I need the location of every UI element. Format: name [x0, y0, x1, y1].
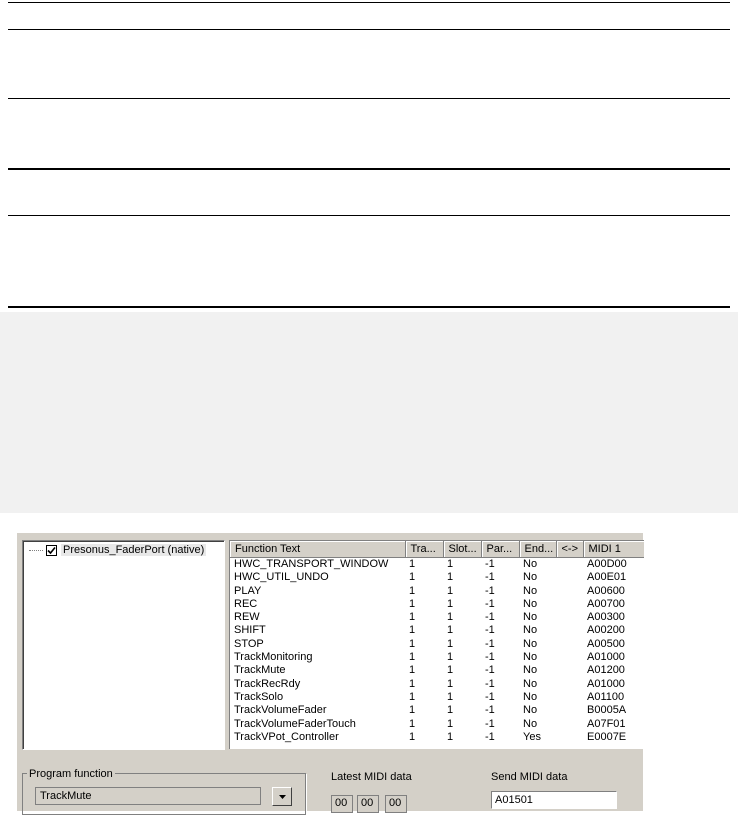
cell-midi1: A00E01 [587, 571, 627, 584]
cell-direction [556, 558, 583, 572]
cell-direction [556, 704, 583, 717]
program-function-value[interactable]: TrackMute [35, 787, 261, 805]
cell-midi1: A01100 [587, 690, 625, 703]
column-header-direction[interactable]: <-> [556, 541, 583, 558]
cell-function-text: STOP [234, 637, 264, 650]
cell-track: 1 [409, 730, 416, 743]
midi-config-dialog [17, 533, 643, 811]
cell-function-text: TrackMute [234, 664, 286, 677]
divider-3 [8, 98, 730, 99]
table-row[interactable] [230, 585, 644, 598]
cell-track: 1 [409, 558, 416, 570]
cell-direction [556, 731, 583, 744]
cell-param: -1 [485, 624, 495, 637]
cell-track: 1 [409, 717, 416, 730]
midi-byte-2: 00 [357, 795, 379, 813]
column-header-endless[interactable]: End... [519, 541, 556, 558]
cell-endless: No [523, 690, 538, 703]
column-header-track[interactable]: Tra... [405, 541, 443, 558]
cell-midi1: A00500 [587, 637, 625, 650]
cell-track: 1 [409, 611, 416, 624]
table-row[interactable] [230, 691, 644, 704]
divider-2 [8, 29, 730, 30]
cell-param: -1 [485, 637, 495, 650]
cell-function-text: PLAY [234, 584, 262, 597]
cell-endless: No [523, 558, 538, 570]
cell-function-text: TrackVPot_Controller [234, 730, 339, 743]
cell-track: 1 [409, 651, 416, 664]
cell-function-text: TrackVolumeFaderTouch [234, 717, 356, 730]
tree-node-label[interactable]: Presonus_FaderPort (native) [63, 544, 205, 556]
cell-direction [556, 678, 583, 691]
cell-endless: No [523, 651, 538, 664]
table-header-row [230, 541, 644, 558]
cell-param: -1 [485, 597, 495, 610]
send-midi-label: Send MIDI data [491, 771, 568, 783]
tree-connector [29, 550, 43, 551]
cell-endless: Yes [523, 730, 541, 743]
column-header-midi1[interactable]: MIDI 1 [583, 541, 644, 558]
divider-5 [8, 215, 730, 216]
table-row[interactable] [230, 598, 644, 611]
cell-param: -1 [485, 611, 495, 624]
cell-direction [556, 611, 583, 624]
cell-function-text: REC [234, 597, 258, 610]
program-function-combo[interactable] [35, 787, 301, 807]
cell-slot: 1 [447, 584, 454, 597]
cell-slot: 1 [447, 637, 454, 650]
cell-slot: 1 [447, 730, 454, 743]
midi-byte-1: 00 [331, 795, 353, 813]
cell-track: 1 [409, 704, 416, 717]
table-row[interactable] [230, 624, 644, 637]
cell-slot: 1 [447, 624, 454, 637]
cell-track: 1 [409, 664, 416, 677]
latest-midi-label: Latest MIDI data [331, 771, 412, 783]
cell-function-text: HWC_UTIL_UNDO [234, 571, 329, 584]
table-row[interactable] [230, 651, 644, 664]
table-row[interactable] [230, 718, 644, 731]
device-tree[interactable] [22, 540, 225, 750]
cell-track: 1 [409, 690, 416, 703]
cell-slot: 1 [447, 571, 454, 584]
cell-midi1: A01000 [587, 677, 625, 690]
cell-param: -1 [485, 677, 495, 690]
function-table[interactable] [229, 540, 644, 749]
program-function-title: Program function [29, 768, 113, 780]
table-row[interactable] [230, 558, 644, 572]
cell-direction [556, 651, 583, 664]
cell-midi1: B0005A [587, 704, 627, 717]
cell-param: -1 [485, 558, 495, 570]
cell-track: 1 [409, 571, 416, 584]
cell-slot: 1 [447, 558, 454, 570]
cell-slot: 1 [447, 651, 454, 664]
cell-slot: 1 [447, 664, 454, 677]
cell-midi1: A00600 [587, 584, 625, 597]
cell-endless: No [523, 624, 538, 637]
cell-direction [556, 571, 583, 584]
cell-param: -1 [485, 584, 495, 597]
divider-6 [8, 306, 730, 308]
column-header-param[interactable]: Par... [481, 541, 519, 558]
cell-function-text: SHIFT [234, 624, 266, 637]
cell-endless: No [523, 637, 538, 650]
cell-direction [556, 664, 583, 677]
cell-track: 1 [409, 597, 416, 610]
table-row[interactable] [230, 611, 644, 624]
cell-midi1: A00D00 [587, 558, 627, 570]
cell-endless: No [523, 717, 538, 730]
cell-track: 1 [409, 624, 416, 637]
divider-4 [8, 168, 730, 170]
cell-slot: 1 [447, 690, 454, 703]
cell-midi1: A07F01 [587, 717, 626, 730]
cell-slot: 1 [447, 597, 454, 610]
dropdown-arrow-icon[interactable] [272, 787, 292, 806]
cell-slot: 1 [447, 677, 454, 690]
cell-midi1: A01000 [587, 651, 625, 664]
cell-midi1: E0007E [587, 730, 627, 743]
send-midi-input[interactable] [491, 791, 617, 809]
cell-midi1: A00200 [587, 624, 625, 637]
divider-1 [8, 2, 730, 3]
cell-function-text: REW [234, 611, 260, 624]
cell-track: 1 [409, 677, 416, 690]
table-row[interactable] [230, 704, 644, 717]
column-header-function-text[interactable]: Function Text [230, 541, 405, 558]
cell-direction [556, 638, 583, 651]
cell-param: -1 [485, 664, 495, 677]
cell-function-text: TrackSolo [234, 690, 284, 703]
midi-byte-3: 00 [385, 795, 407, 813]
cell-function-text: HWC_TRANSPORT_WINDOW [234, 558, 389, 570]
gray-band [0, 312, 738, 513]
cell-endless: No [523, 597, 538, 610]
cell-direction [556, 691, 583, 704]
cell-endless: No [523, 584, 538, 597]
cell-slot: 1 [447, 611, 454, 624]
table-row[interactable] [230, 571, 644, 584]
table-row[interactable] [230, 731, 644, 744]
cell-track: 1 [409, 637, 416, 650]
cell-direction [556, 585, 583, 598]
cell-param: -1 [485, 571, 495, 584]
table-row[interactable] [230, 638, 644, 651]
cell-param: -1 [485, 730, 495, 743]
cell-param: -1 [485, 651, 495, 664]
cell-midi1: A01200 [587, 664, 625, 677]
cell-midi1: A00700 [587, 597, 625, 610]
tree-node-device[interactable] [29, 544, 206, 556]
cell-endless: No [523, 664, 538, 677]
cell-function-text: TrackRecRdy [234, 677, 301, 690]
cell-function-text: TrackMonitoring [234, 651, 313, 664]
cell-param: -1 [485, 717, 495, 730]
cell-direction [556, 718, 583, 731]
check-icon[interactable] [46, 545, 57, 556]
column-header-slot[interactable]: Slot... [443, 541, 481, 558]
cell-endless: No [523, 677, 538, 690]
cell-track: 1 [409, 584, 416, 597]
cell-param: -1 [485, 690, 495, 703]
cell-slot: 1 [447, 704, 454, 717]
cell-endless: No [523, 571, 538, 584]
cell-direction [556, 598, 583, 611]
cell-slot: 1 [447, 717, 454, 730]
cell-param: -1 [485, 704, 495, 717]
table-row[interactable] [230, 678, 644, 691]
cell-midi1: A00300 [587, 611, 625, 624]
cell-endless: No [523, 704, 538, 717]
cell-function-text: TrackVolumeFader [234, 704, 327, 717]
cell-direction [556, 624, 583, 637]
cell-endless: No [523, 611, 538, 624]
table-row[interactable] [230, 664, 644, 677]
